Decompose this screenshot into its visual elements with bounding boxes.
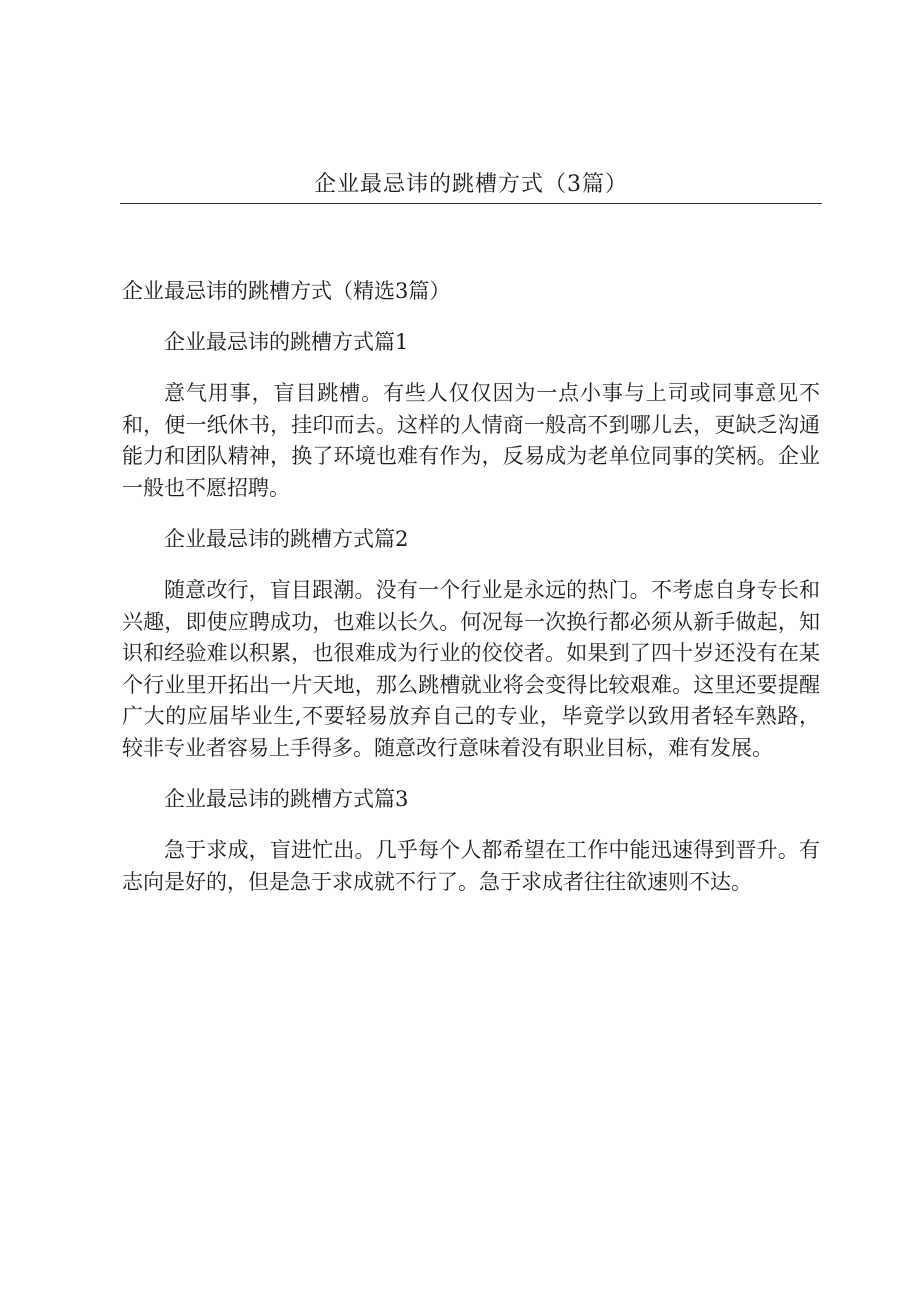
- section-heading-2: 企业最忌讳的跳槽方式篇2: [164, 527, 409, 551]
- section-heading-3: 企业最忌讳的跳槽方式篇3: [164, 787, 409, 811]
- document-body: [122, 276, 820, 918]
- section-body-2: 随意改行，盲目跟潮。没有一个行业是永远的热门。不考虑自身专长和兴趣，即使应聘成功，也难以长久。何况每一次换行都必须从新手做起，知识和经验难以积累，也很难成为行业的佼佼者。如果到了四十岁还没有在某个行业里开拓出一片天地，那么跳槽就业将会变得比较艰难。这里还要提醒广大的应届毕业生,不要轻易放弃自己的专业，毕竟学以致用者轻车熟路，较非专业者容易上手得多。随意改行意味着没有职业目标，难有发展。: [122, 578, 820, 760]
- title-underline-rule: [120, 203, 822, 204]
- document-subtitle: 企业最忌讳的跳槽方式（精选3篇）: [122, 279, 451, 303]
- document-title: 企业最忌讳的跳槽方式（3篇）: [314, 172, 628, 197]
- section-body-3: 急于求成，盲进忙出。几乎每个人都希望在工作中能迅速得到晋升。有志向是好的，但是急于求成就不行了。急于求成者往往欲速则不达。: [122, 838, 820, 894]
- section-body-1: 意气用事，盲目跳槽。有些人仅仅因为一点小事与上司或同事意见不和，便一纸休书，挂印而去。这样的人情商一般高不到哪儿去，更缺乏沟通能力和团队精神，换了环境也难有作为，反易成为老单位同事的笑柄。企业一般也不愿招聘。: [122, 381, 820, 500]
- section-heading-1: 企业最忌讳的跳槽方式篇1: [164, 330, 409, 354]
